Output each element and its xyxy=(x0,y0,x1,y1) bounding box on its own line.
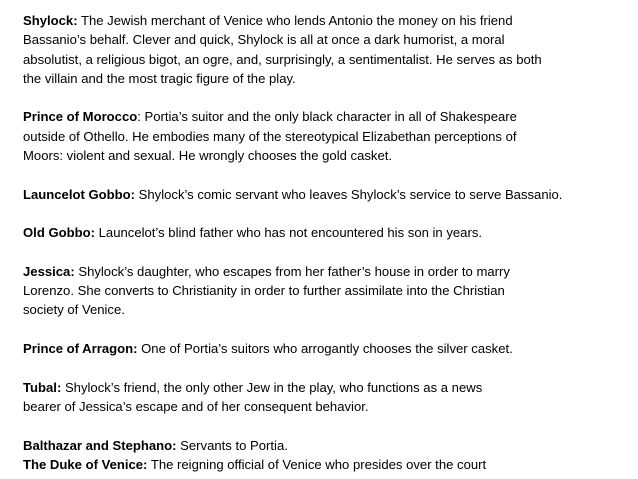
entry-line: Lorenzo. She converts to Christianity in order to further assimilate into the Christian xyxy=(23,283,505,299)
entry-line xyxy=(23,378,623,397)
character-description: One of Portia’s suitors who arrogantly chooses the silver casket. xyxy=(137,341,513,357)
character-description: The reigning official of Venice who presides over the court xyxy=(147,456,487,472)
entry-line: bearer of Jessica’s escape and of her consequent behavior. xyxy=(23,398,369,414)
entry-line xyxy=(23,262,623,281)
entry-line: the villain and the most tragic figure of the play. xyxy=(23,70,296,86)
entry-line: Moors: violent and sexual. He wrongly chooses the gold casket. xyxy=(23,148,393,164)
character-entry-old-gobbo xyxy=(23,223,623,242)
character-description: The Jewish merchant of Venice who lends Antonio the money on his friend xyxy=(77,13,513,28)
entry-line: absolutist, a religious bigot, an ogre, and, surprisingly, a sentimentalist. He serves as both xyxy=(23,51,542,67)
character-entry-prince-of-morocco xyxy=(23,107,623,165)
entry-line xyxy=(23,436,623,455)
character-entry-balthazar-and-stephano xyxy=(23,436,623,455)
character-name: Prince of Arragon: xyxy=(23,341,138,357)
character-description: : Portia’s suitor and the only black character in all of Shakespeare xyxy=(137,109,517,125)
entry-line xyxy=(23,107,623,126)
character-description: Servants to Portia. xyxy=(176,437,288,453)
character-description: Shylock’s comic servant who leaves Shylock’s service to serve Bassanio. xyxy=(135,186,563,202)
entry-line: outside of Othello. He embodies many of the stereotypical Elizabethan perceptions of xyxy=(23,128,517,144)
character-entry-tubal xyxy=(23,378,623,417)
character-name: Tubal: xyxy=(23,379,62,395)
character-name: Jessica: xyxy=(23,263,75,279)
character-description: Shylock’s daughter, who escapes from her father’s house in order to marry xyxy=(74,263,510,279)
entry-line xyxy=(23,185,623,204)
character-name: Prince of Morocco xyxy=(23,109,138,125)
entry-line xyxy=(23,455,623,474)
character-entry-duke-of-venice xyxy=(23,455,623,474)
character-list xyxy=(23,11,623,474)
character-name: The Duke of Venice: xyxy=(23,456,148,472)
character-name: Old Gobbo: xyxy=(23,225,95,241)
entry-line xyxy=(23,11,623,30)
entry-line: society of Venice. xyxy=(23,302,125,318)
character-name: Launcelot Gobbo: xyxy=(23,186,136,202)
character-description: Shylock’s friend, the only other Jew in the play, who functions as a news xyxy=(61,379,483,395)
character-entry-prince-of-arragon xyxy=(23,339,623,358)
character-description: Launcelot’s blind father who has not encountered his son in years. xyxy=(95,225,483,241)
character-entry-launcelot-gobbo xyxy=(23,185,623,204)
character-entry-jessica xyxy=(23,262,623,320)
entry-line xyxy=(23,339,623,358)
character-name: Balthazar and Stephano: xyxy=(23,437,177,453)
character-entry-shylock xyxy=(23,11,623,88)
character-name: Shylock: xyxy=(23,13,78,28)
entry-line: Bassanio’s behalf. Clever and quick, Shylock is all at once a dark humorist, a moral xyxy=(23,32,505,48)
entry-line xyxy=(23,223,623,242)
